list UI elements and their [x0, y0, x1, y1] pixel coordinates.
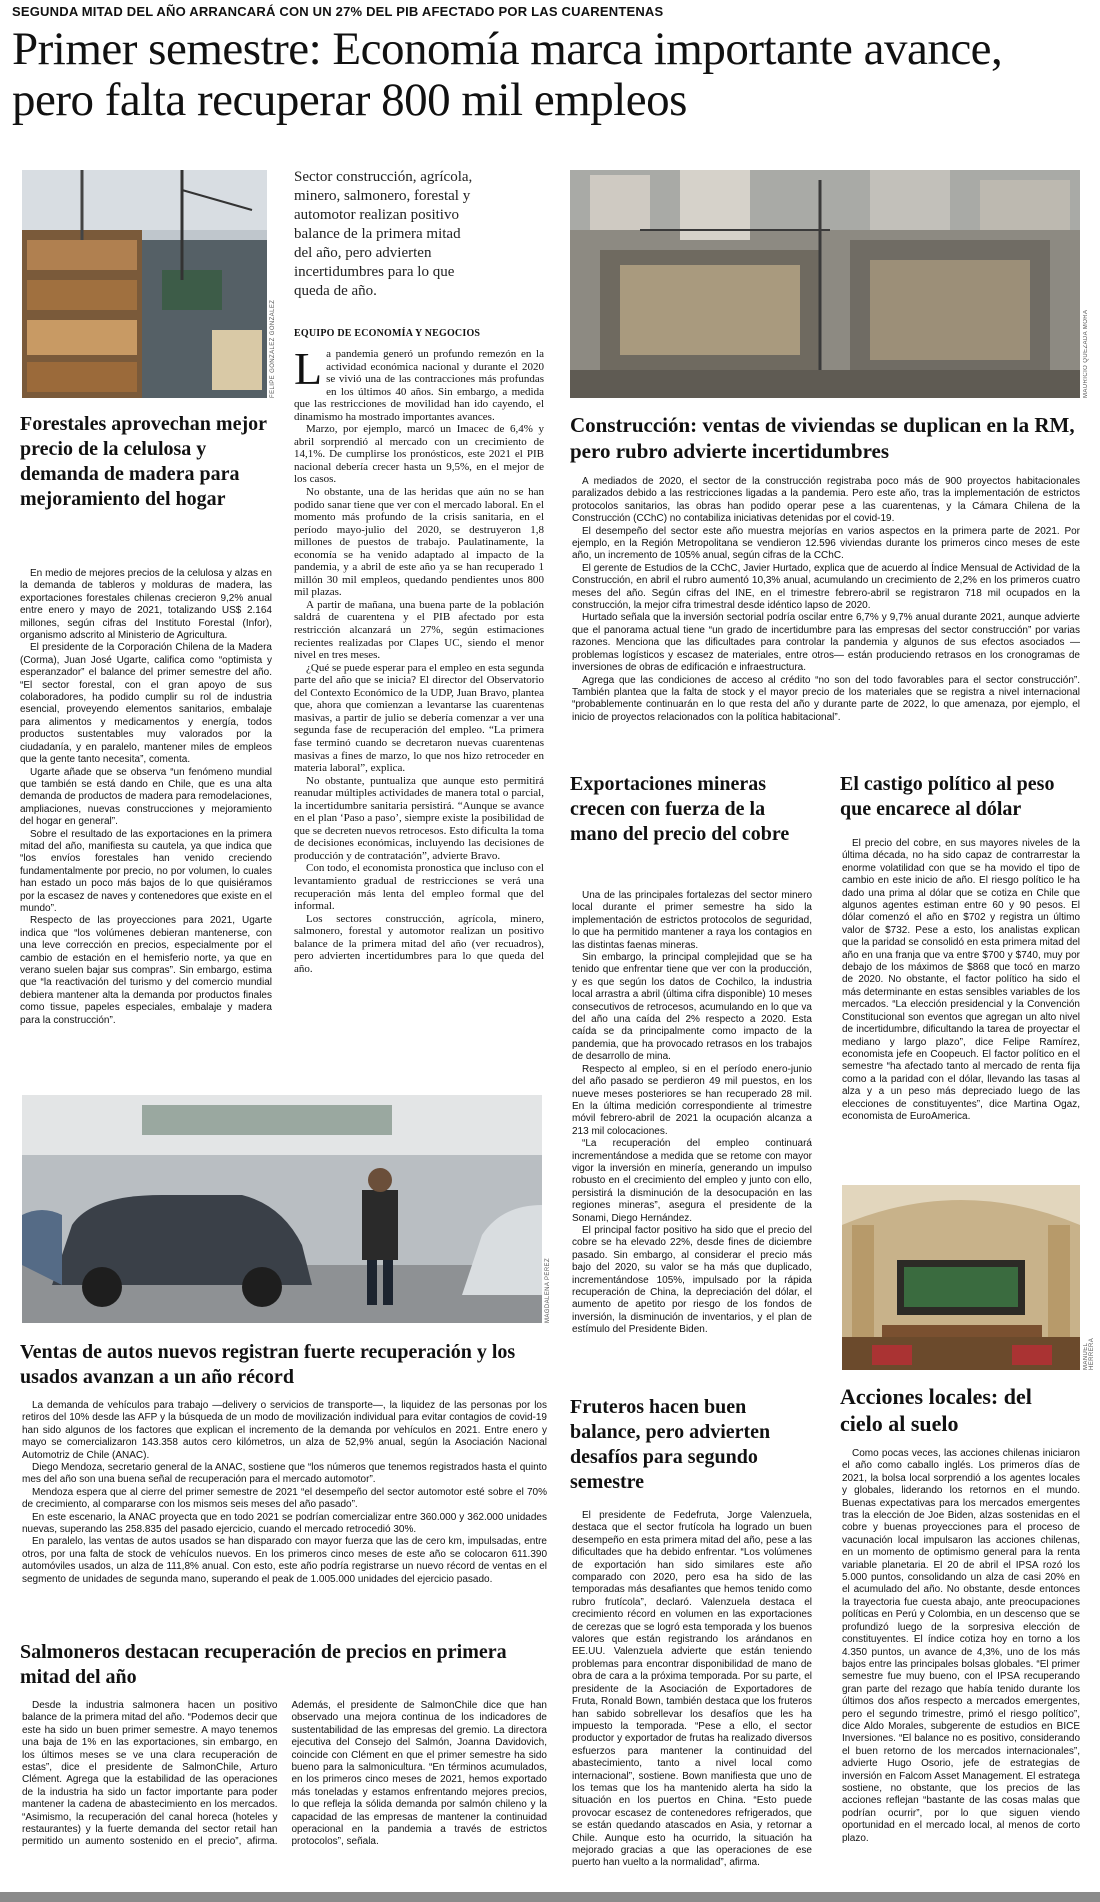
dolar-body [842, 838, 1080, 1178]
paragraph: “La recuperación del empleo continuará incrementándose a medida que se retome con mayor vigor la inversión en minería, generando un impulso robusto en el crecimiento del empleo y junto con ello, persistirá la disminución de la desocupación en las regiones mineras”, asegura el presidente de la Sonami, Diego Hernández. [572, 1138, 812, 1224]
paragraph: El principal factor positivo ha sido que el precio del cobre se ha elevado 22%, desde fines de diciembre pasado. Sin embargo, al considerar el precio más bajo del 2020, su valor se ha más que duplicado, incrementándose 105%, impulsado por la rápida recuperación de China, la depreciación del dólar, el aumento de apetito por riesgo de los fondos de inversión, la disminución de inventarios, y el plan de estímulo del Presidente Biden. [572, 1224, 812, 1336]
photo-credit: MANUEL HERRERA [1083, 1337, 1095, 1370]
cars-photo [22, 1095, 542, 1323]
paragraph: El desempeño del sector este año muestra mejorías en varios aspectos en la primera parte de 2021. Por ejemplo, en la Región Metropolitana se vendieron 12.596 viviendas durante los primeros cinco meses de este año, un incremento de 105% anual, según cifras de la CChC. [572, 525, 1080, 562]
paragraph: Mendoza espera que al cierre del primer semestre de 2021 “el desempeño del sector automotor esté sobre el 70% de crecimiento, al compararse con los mismos seis meses del año pasado”. [22, 1486, 547, 1511]
forestales-body [20, 568, 272, 1088]
stock-exchange-image [842, 1185, 1080, 1370]
fruteros-title: Fruteros hacen buen balance, pero advierten desafíos para segundo semestre [570, 1396, 771, 1493]
autos-body [22, 1400, 547, 1600]
paragraph: ¿Qué se puede esperar para el empleo en esta segunda parte del año que se inicia? El director del Observatorio del Contexto Económico de la UDP, Juan Bravo, plantea que, ahora que comienzan a levantarse las cuarentenas masivas, a partir de julio se debería comenzar a ver una segunda fase de recuperación del empleo. “La primera fase terminó cuando se decretaron nuevas cuarentenas masivas a fines de marzo, lo que nos hizo retroceder en materia laboral”, explica. [294, 661, 544, 775]
forestales-title: Forestales aprovechan mejor precio de la celulosa y demanda de madera para mejoramiento del hogar [20, 413, 267, 510]
paragraph: Agrega que las condiciones de acceso al crédito “no son del todo favorables para el sector construcción”. También plantea que la falta de stock y el mayor precio de los materiales que se registra a nivel internacional “probablemente continuarán en lo que resta del año y durante parte de 2022, lo que amenaza, por ejemplo, el inicio de proyectos relacionados con la política habitacional”. [572, 674, 1080, 723]
paragraph: Como pocas veces, las acciones chilenas iniciaron el año como caballo inglés. Los primeros días de 2021, la bolsa local sorprendió a los agentes locales y globales, liderando los retornos en el mundo. Buenas expectativas para los mercados emergentes tras la elección de Joe Biden, alzas sostenidas en el cobre y buenas proyecciones para el proceso de vacunación local impulsaron las acciones chilenas, en un momento de optimismo general para la renta variable planetaria. El 20 de abril el IPSA rozó los 5.000 puntos, consolidando un alza de casi 20% en el acumulado del año. No obstante, desde entonces la trayectoria fue cuesta abajo, ante preocupaciones políticas en Perú y Colombia, en un descenso que se profundizó luego de la sorpresiva elección de constituyentes. El índice cotiza hoy en torno a los 4.350 puntos, un avance de 4,3%, uno de los más bajos entre las principales bolsas globales. “El primer semestre fue muy bueno, con el IPSA recuperando gran parte del rezago que había tenido durante los últimos dos años respecto a mercados emergentes, pero el segundo trimestre, primó el riesgo político”, dice Aldo Morales, subgerente de estudios en BICE Inversiones. “El balance no es positivo, considerando el buen retorno de los mercados internacionales”, advierte Hugo Osorio, jefe de estrategias de inversión en Falcom Asset Management. El estratega sostiene, no obstante, que los precios de las acciones reflejan “bastante de las cosas malas que podrían ocurrir”, por lo que siguen viendo oportunidad en el mercado local, al menos de corto plazo. [842, 1448, 1080, 1844]
paragraph: a pandemia generó un profundo remezón en la actividad económica nacional y durante el 2020 se vivió una de las contracciones más profundas en los últimos 40 años. Sin embargo, a medida que las restricciones de movilidad han ido cayendo, el dinamismo ha mostrado importantes avances. [294, 348, 544, 423]
salmoneros-title: Salmoneros destacan recuperación de precios en primera mitad del año [20, 1641, 507, 1688]
dropcap: L [294, 348, 323, 394]
byline: EQUIPO DE ECONOMÍA Y NEGOCIOS [294, 328, 481, 339]
photo-credit: MAURICIO QUEZADA MORA [1083, 309, 1089, 398]
photo-credit: MAGDALENA PÉREZ [545, 1257, 551, 1323]
paragraph: No obstante, una de las heridas que aún no se han podido sanar tiene que ver con el mercado laboral. En el momento más profundo de la crisis sanitaria, en el período mayo-julio del 2020, se destruyeron 1,8 millones de puestos de trabajo. Paulatinamente, la economía se ha venido adaptado al impacto de la pandemia, y a abril de este año ya se han recuperado 1 millón 30 mil empleos, quedando pendientes unos 800 mil plazas. [294, 486, 544, 599]
construccion-body [572, 476, 1080, 731]
paragraph: Hurtado señala que la inversión sectorial podría oscilar entre 6,7% y 9,7% anual durante 2021, aunque advierte que el panorama actual tiene “un grado de incertidumbre para las empresas del sector construcción” por varias razones. Menciona que las dificultades para controlar la pandemia y algunos de sus efectos asociados —problemas logísticos y escasez de materiales, entre otros— están produciendo retrasos en los cronogramas de inversiones de obras de edificación e infraestructura. [572, 612, 1080, 674]
paragraph: Respecto al empleo, si en el período enero-junio del año pasado se perdieron 49 mil puestos, en los nueve meses posteriores se han recuperado 28 mil. En la última medición correspondiente al trimestre móvil febrero-abril de 2021 la ocupación alcanza a 213 mil colocaciones. [572, 1063, 812, 1137]
paragraph: El presidente de Fedefruta, Jorge Valenzuela, destaca que el sector frutícola ha logrado un buen desempeño en esta primera mitad del año, pese a las dificultades que ha debido enfrentar. “Los volúmenes de exportación han sido similares este año comparado con 2020, pero esa ha sido de las temporadas más desafiantes que hemos tenido como rubro frutícola”, declaró. Valenzuela destaca el crecimiento récord en volumen en las exportaciones de cerezas que se logró esta temporada y los buenos valores que están registrando los arándanos en EE.UU. Valenzuela advierte que están teniendo problemas para encontrar disponibilidad de mano de obra de cara a la próxima temporada. Por su parte, el presidente de la Asociación de Exportadores de Fruta, Ronald Bown, también destaca que los fruteros han sabido sobrellevar los desafíos que les ha impuesto la temporada. “Pese a ello, el sector productor y exportador de frutas ha realizado diversos esfuerzos para mantener la continuidad del abastecimiento, tanto a nivel local como internacional”, sostiene. Bown manifiesta que uno de los temas que los ha mantenido alerta ha sido la situación en los puertos en China. “Esto puede provocar escasez de contenedores refrigerados, que se están quedando atascados en Asia, y retornar a Chile. Aunque esto ha ocurrido, la situación ha mejorado gracias a que las operaciones de ese puerto han vuelto a la normalidad”, afirma. [572, 1510, 812, 1869]
mineras-body [572, 890, 812, 1360]
paragraph: A partir de mañana, una buena parte de la población saldrá de cuarentena y el PIB afectado por esta restricción alcanzará un 27%, según estimaciones recientes realizadas por Clapes UC, siendo el menor nivel en tres meses. [294, 598, 544, 662]
paragraph: Marzo, por ejemplo, marcó un Imacec de 6,4% y abril sorprendió al mercado con un crecimiento de 14,1%. De cumplirse los pronósticos, este 2021 el PIB nacional debería crecer hasta un 9,5%, en el mejor de los casos. [294, 423, 544, 486]
paragraph: No obstante, puntualiza que aunque esto permitirá reanudar múltiples actividades de manera total o parcial, la incertidumbre sanitaria persistirá. “Aunque se avance en el plan ‘Paso a paso’, siempre existe la posibilidad de que se decreten nuevos retrocesos. Esto dificulta la toma de decisiones económicas, incluyendo las decisiones de producción y de contratación”, advierte Bravo. [294, 774, 544, 862]
paragraph: Sobre el resultado de las exportaciones en la primera mitad del año, manifiesta su cautela, ya que indica que “los envíos forestales han venido creciendo fundamentalmente por precio, no por volumen, lo cuales han estado un poco más bajos de lo que quisiéramos por la escasez de naves y contenedores que existe en el mundo”. [20, 828, 272, 914]
construction-photo [570, 170, 1080, 398]
fruteros-body [572, 1510, 812, 1880]
paragraph: Con todo, el economista pronostica que incluso con el levantamiento gradual de restricciones se verá una recuperación más lenta del empleo formal que del informal. [294, 862, 544, 913]
paragraph: Una de las principales fortalezas del sector minero local durante el primer semestre ha sido la implementación de estrictos protocolos de seguridad, lo que ha permitido mantener a raya los contagios en las distintas faenas mineras. [572, 890, 812, 951]
paragraph: Los sectores construcción, agrícola, minero, salmonero, forestal y automotor realizan un positivo balance de la primera mitad del año (ver recuadros), pero advierten incertidumbres para lo que queda del año. [294, 912, 544, 975]
page-title: Primer semestre: Economía marca importante avance, pero falta recuperar 800 mil empleos [12, 23, 1003, 126]
intro-body [294, 348, 544, 1013]
bottom-rule [0, 1892, 1100, 1902]
paragraph: A mediados de 2020, el sector de la construcción registraba poco más de 900 proyectos habitacionales paralizados debido a las restricciones ligadas a la pandemia. Pero este año, tras la implementación de estrictos protocolos sanitarios, las obras han podido operar pese a las cuarentenas, y la Cámara Chilena de la Construcción (CChC) no contabiliza iniciativas detenidas por el covid-19. [572, 476, 1080, 525]
forestal-photo [22, 170, 267, 398]
port-logs-image [22, 170, 267, 398]
acciones-title: Acciones locales: del cielo al suelo [840, 1384, 1032, 1436]
salmoneros-body [22, 1700, 547, 1880]
paragraph: En medio de mejores precios de la celulosa y alzas en la demanda de tableros y molduras de madera, las exportaciones forestales chilenas crecieron 9,2% anual entre enero y mayo de 2021, totalizando US$ 2.164 millones, según cifras del Instituto Forestal (Infor), organismo adscrito al Ministerio de Agricultura. [20, 568, 272, 642]
deck: Sector construcción, agrícola, minero, salmonero, forestal y automotor realizan positivo balance de la primera mitad del año, pero advierten incertidumbres para lo que queda de año. [294, 169, 473, 299]
paragraph: La demanda de vehículos para trabajo —delivery o servicios de transporte—, la liquidez de las personas por los retiros del 10% desde las AFP y la búsqueda de un modo de movilización individual para evitar contagios de covid-19 han sido algunos de los factores que explican el incremento de la demanda por vehículos en 2021. Entre enero y mayo se comercializaron 143.358 autos cero kilómetros, un alza de 52,9% anual, según la Asociación Nacional Automotriz de Chile (ANAC). [22, 1400, 547, 1461]
photo-credit: FELIPE GONZÁLEZ GONZÁLEZ [270, 299, 276, 398]
paragraph: Respecto de las proyecciones para 2021, Ugarte indica que “los volúmenes debieran mantenerse, con una leve corrección en precios, especialmente por el cambio de estación en el hemisferio norte, ya que en verano suelen bajar sus compras”. Sin embargo, estima que “la reactivación del turismo y del comercio mundial debiera mantener alta la demanda por productos finales como tissue, papeles especiales, embalaje y madera para la construcción”. [20, 915, 272, 1026]
autos-title: Ventas de autos nuevos registran fuerte recuperación y los usados avanzan a un año récord [20, 1341, 516, 1388]
car-dealership-image [22, 1095, 542, 1323]
paragraph: Sin embargo, la principal complejidad que se ha tenido que enfrentar tiene que ver con la producción, y es que según los datos de Cochilco, la industria local arrastra a abril (última cifra disponible) 10 meses consecutivos de retrocesos, acumulando en lo que va del año una caída del 2% respecto a 2020. Esta caída se da principalmente como impacto de la pandemia, que ha provocado retrasos en los trabajos de desarrollo de mina. [572, 952, 812, 1063]
paragraph: Diego Mendoza, secretario general de la ANAC, sostiene que “los números que tenemos registrados hasta el quinto mes del año son una buena señal de recuperación para el mercado automotor”. [22, 1462, 547, 1486]
paragraph: El gerente de Estudios de la CChC, Javier Hurtado, explica que de acuerdo al Índice Mensual de Actividad de la Construcción, en abril el rubro aumentó 10,3% anual, acumulando un crecimiento de 2,2% en los primeros cuatro meses del año. Según cifras del INE, en el trimestre febrero-abril se registraron 718 mil ocupados en la construcción, la mejor cifra trimestral desde idéntico lapso de 2020. [572, 562, 1080, 612]
paragraph: En este escenario, la ANAC proyecta que en todo 2021 se podrían comercializar entre 360.000 y 362.000 unidades nuevas, superando las 258.835 del pasado ejercicio, cuando el mercado retrocedió 30%. [22, 1511, 547, 1536]
dolar-title: El castigo político al peso que encarece al dólar [840, 773, 1055, 820]
construccion-title: Construcción: ventas de viviendas se duplican en la RM, pero rubro advierte incertidumbres [570, 413, 1075, 463]
construction-site-image [570, 170, 1080, 398]
mineras-title: Exportaciones mineras crecen con fuerza de la mano del precio del cobre [570, 773, 790, 845]
paragraph: Desde la industria salmonera hacen un positivo balance de la primera mitad del año. “Podemos decir que este ha sido un buen primer semestre. A mayo tenemos una baja de 1% en las exportaciones, sin embargo, en los últimos meses se ve una clara recuperación de estas”, dice el presidente de SalmonChile, Arturo Clément. Agrega que la estabilidad de las operaciones de la industria ha sido un factor importante para poder mantener la cadena de abastecimiento en los mercados. “Asimismo, la recuperación del canal horeca (hoteles y restaurantes) y la fuerte demanda del sector retail han permitido un aumento sostenido en el precio”, afirma. Además, el presidente de SalmonChile dice que han observado una mejora continua de los indicadores de sustentabilidad de las empresas del gremio. La directora ejecutiva del Consejo del Salmón, Joanna Davidovich, coincide con Clément en que el primer semestre ha sido bueno para la salmonicultura. “En términos acumulados, en los primeros cinco meses de 2021, hemos exportado más toneladas y estamos enfrentando mejores precios, lo que refleja la sólida demanda por salmón chileno y la capacidad de las empresas de mantener la continuidad operacional en la pandemia a través de estrictos protocolos”, señala. [22, 1700, 547, 1848]
kicker: SEGUNDA MITAD DEL AÑO ARRANCARÁ CON UN 27% DEL PIB AFECTADO POR LAS CUARENTENAS [12, 4, 664, 19]
acciones-body [842, 1448, 1080, 1880]
stock-exchange-photo [842, 1185, 1080, 1370]
paragraph: En paralelo, las ventas de autos usados se han disparado con mayor fuerza que las de cero km, impulsadas, entre otros, por una falta de stock de vehículos nuevos. En los primeros cinco meses de este año se colocaron 611.390 automóviles usados, un alza de 111,8% anual. Con esto, este año podría registrarse un nuevo récord de ventas en el segmento de unidades de segunda mano, superando el peak de 1.005.000 unidades del ejercicio pasado. [22, 1536, 547, 1585]
paragraph: El presidente de la Corporación Chilena de la Madera (Corma), Juan José Ugarte, califica como “optimista y esperanzador” el balance del primer semestre del año. “El sector forestal, con el gran apoyo de sus colaboradores, ha podido cumplir su rol de industria esencial, proveyendo elementos sanitarios, embalaje para alimentos y medicamentos y energía, todos productos sustentables muy valorados por la ciudadanía, y en paralelo, mantener miles de empleos que la gente tanto necesita”, comenta. [20, 642, 272, 766]
paragraph: Ugarte añade que se observa “un fenómeno mundial que también se está dando en Chile, que es una alta demanda de productos de madera para remodelaciones, ampliaciones, nuevas construcciones y mejoramiento del hogar en general”. [20, 766, 272, 828]
paragraph: El precio del cobre, en sus mayores niveles de la última década, no ha sido capaz de contrarrestar la enorme volatilidad con que se ha movido el tipo de cambio en este inicio de año. El riesgo político le ha dado una prima al dólar que se cotiza en Chile que algunos agentes estiman entre 60 y 90 pesos. El dólar comenzó el año en $702 y registra un último valor de $732. Pese a esto, los analistas explican que la paridad se consolidó en esta primera mitad del año en una franja que va entre $700 y $740, muy por debajo de los máximos de $868 que tocó en marzo de 2020. No obstante, el factor político ha sido el más determinante en estas sensibles variables de los mercados. “La elección presidencial y la Convención Constitucional son eventos que agregan un alto nivel de incertidumbre, dificultando la tarea de proyectar el mediano y largo plazo”, dice Felipe Ramírez, economista jefe en Coopeuch. El factor político en el semestre “ha afectado tanto al mercado de renta fija como a la paridad con el dólar, llevando las tasas al alza y a un peso más depreciado luego de las elecciones de constituyentes”, dice Martina Ogaz, economista de EuroAmerica. [842, 838, 1080, 1122]
